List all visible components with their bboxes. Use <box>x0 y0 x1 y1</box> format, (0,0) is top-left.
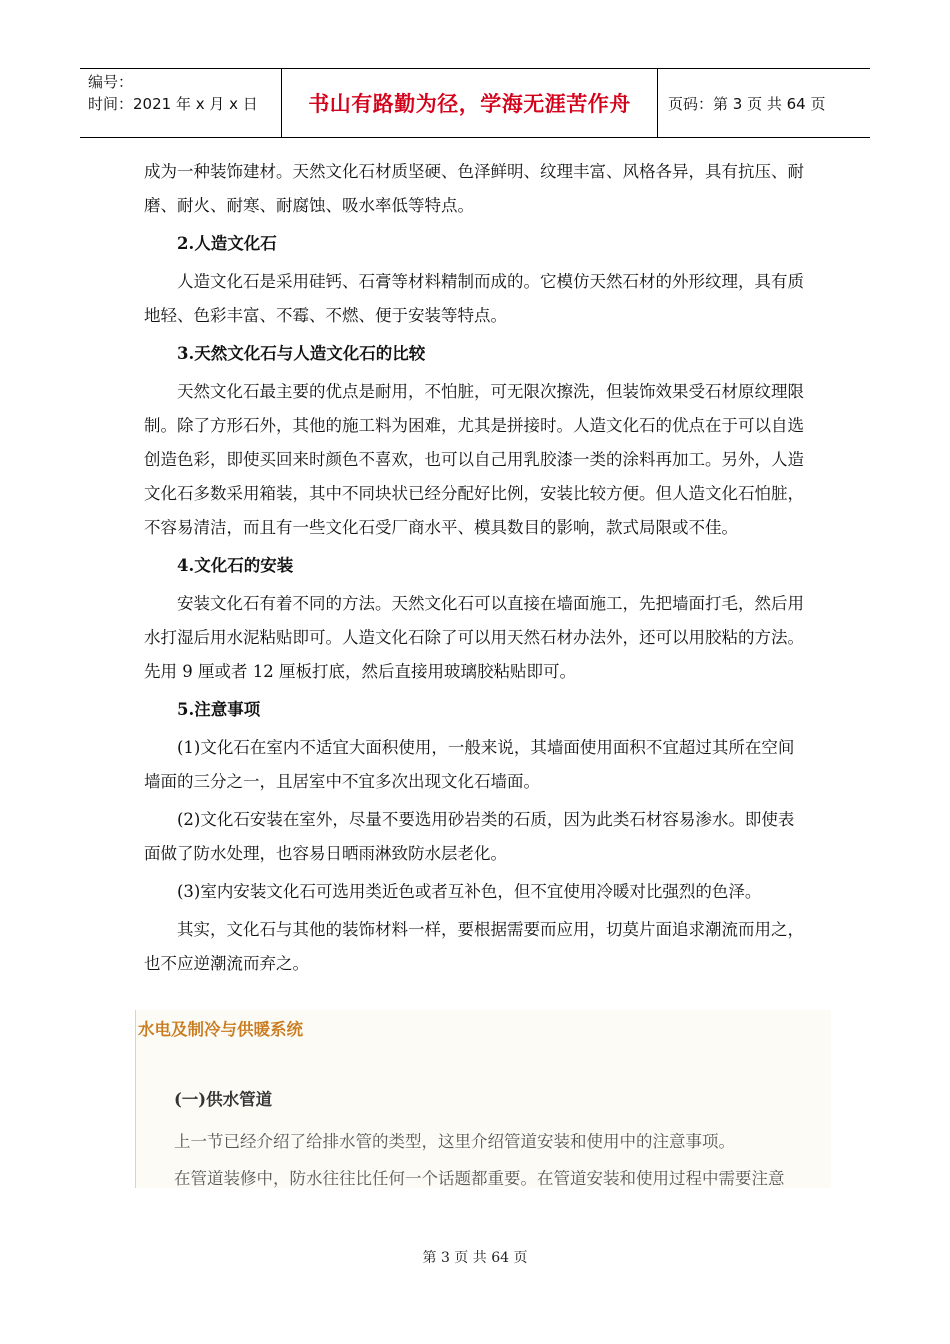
subsection-title: (一)供水管道 <box>174 1090 273 1109</box>
section-title: 水电及制冷与供暖系统 <box>138 1020 303 1039</box>
note-item: (3)室内安装文化石可选用类近色或者互补色，但不宜使用冷暖对比强烈的色泽。 <box>177 882 762 901</box>
paragraph: 人造文化石是采用硅钙、石膏等材料精制而成的。它模仿天然石材的外形纹理，具有质地轻、色彩丰富、不霉、不燃、便于安装等特点。 <box>144 272 804 325</box>
document-body <box>144 155 810 985</box>
section-paragraph: 上一节已经介绍了给排水管的类型，这里介绍管道安装和使用中的注意事项。 <box>174 1132 735 1151</box>
section-heading: 2.人造文化石 <box>177 234 277 253</box>
paragraph: 安装文化石有着不同的方法。天然文化石可以直接在墙面施工，先把墙面打毛，然后用水打湿后用水泥粘贴即可。人造文化石除了可以用天然石材办法外，还可以用胶粘的方法。先用 9 厘或者 12 厘板打底，然后直接用玻璃胶粘贴即可。 <box>144 594 804 681</box>
section-heading: 3.天然文化石与人造文化石的比较 <box>177 344 426 363</box>
page-header <box>80 68 870 138</box>
note-item: (2)文化石安装在室外，尽量不要选用砂岩类的石质，因为此类石材容易渗水。即使表面做了防水处理，也容易日晒雨淋致防水层老化。 <box>144 810 795 863</box>
number-label: 编号： <box>88 73 134 91</box>
time-label: 时间：2021 年 x 月 x 日 <box>88 95 258 113</box>
paragraph: 其实，文化石与其他的装饰材料一样，要根据需要而应用，切莫片面追求潮流而用之，也不应逆潮流而弃之。 <box>144 920 804 973</box>
header-meta <box>80 69 282 137</box>
header-page-info: 页码：第 3 页 共 64 页 <box>668 94 826 113</box>
section-heading: 5.注意事项 <box>177 700 261 719</box>
note-item: (1)文化石在室内不适宜大面积使用，一般来说，其墙面使用面积不宜超过其所在空间墙面的三分之一，且居室中不宜多次出现文化石墙面。 <box>144 738 795 791</box>
paragraph: 天然文化石最主要的优点是耐用，不怕脏，可无限次擦洗，但装饰效果受石材原纹理限制。除了方形石外，其他的施工料为困难，尤其是拼接时。人造文化石的优点在于可以自选创造色彩，即使买回来时颜色不喜欢，也可以自己用乳胶漆一类的涂料再加工。另外，人造文化石多数采用箱装，其中不同块状已经分配好比例，安装比较方便。但人造文化石怕脏，不容易清洁，而且有一些文化石受厂商水平、模具数目的影响，款式局限或不佳。 <box>144 382 804 537</box>
next-section-block <box>135 1010 831 1188</box>
section-heading: 4.文化石的安装 <box>177 556 294 575</box>
header-motto: 书山有路勤为径，学海无涯苦作舟 <box>282 69 658 137</box>
paragraph: 成为一种装饰建材。天然文化石材质坚硬、色泽鲜明、纹理丰富、风格各异，具有抗压、耐磨、耐火、耐寒、耐腐蚀、吸水率低等特点。 <box>144 162 804 215</box>
section-paragraph: 在管道装修中，防水往往比任何一个话题都重要。在管道安装和使用过程中需要注意 <box>174 1169 785 1188</box>
page-footer: 第 3 页 共 64 页 <box>422 1250 528 1266</box>
